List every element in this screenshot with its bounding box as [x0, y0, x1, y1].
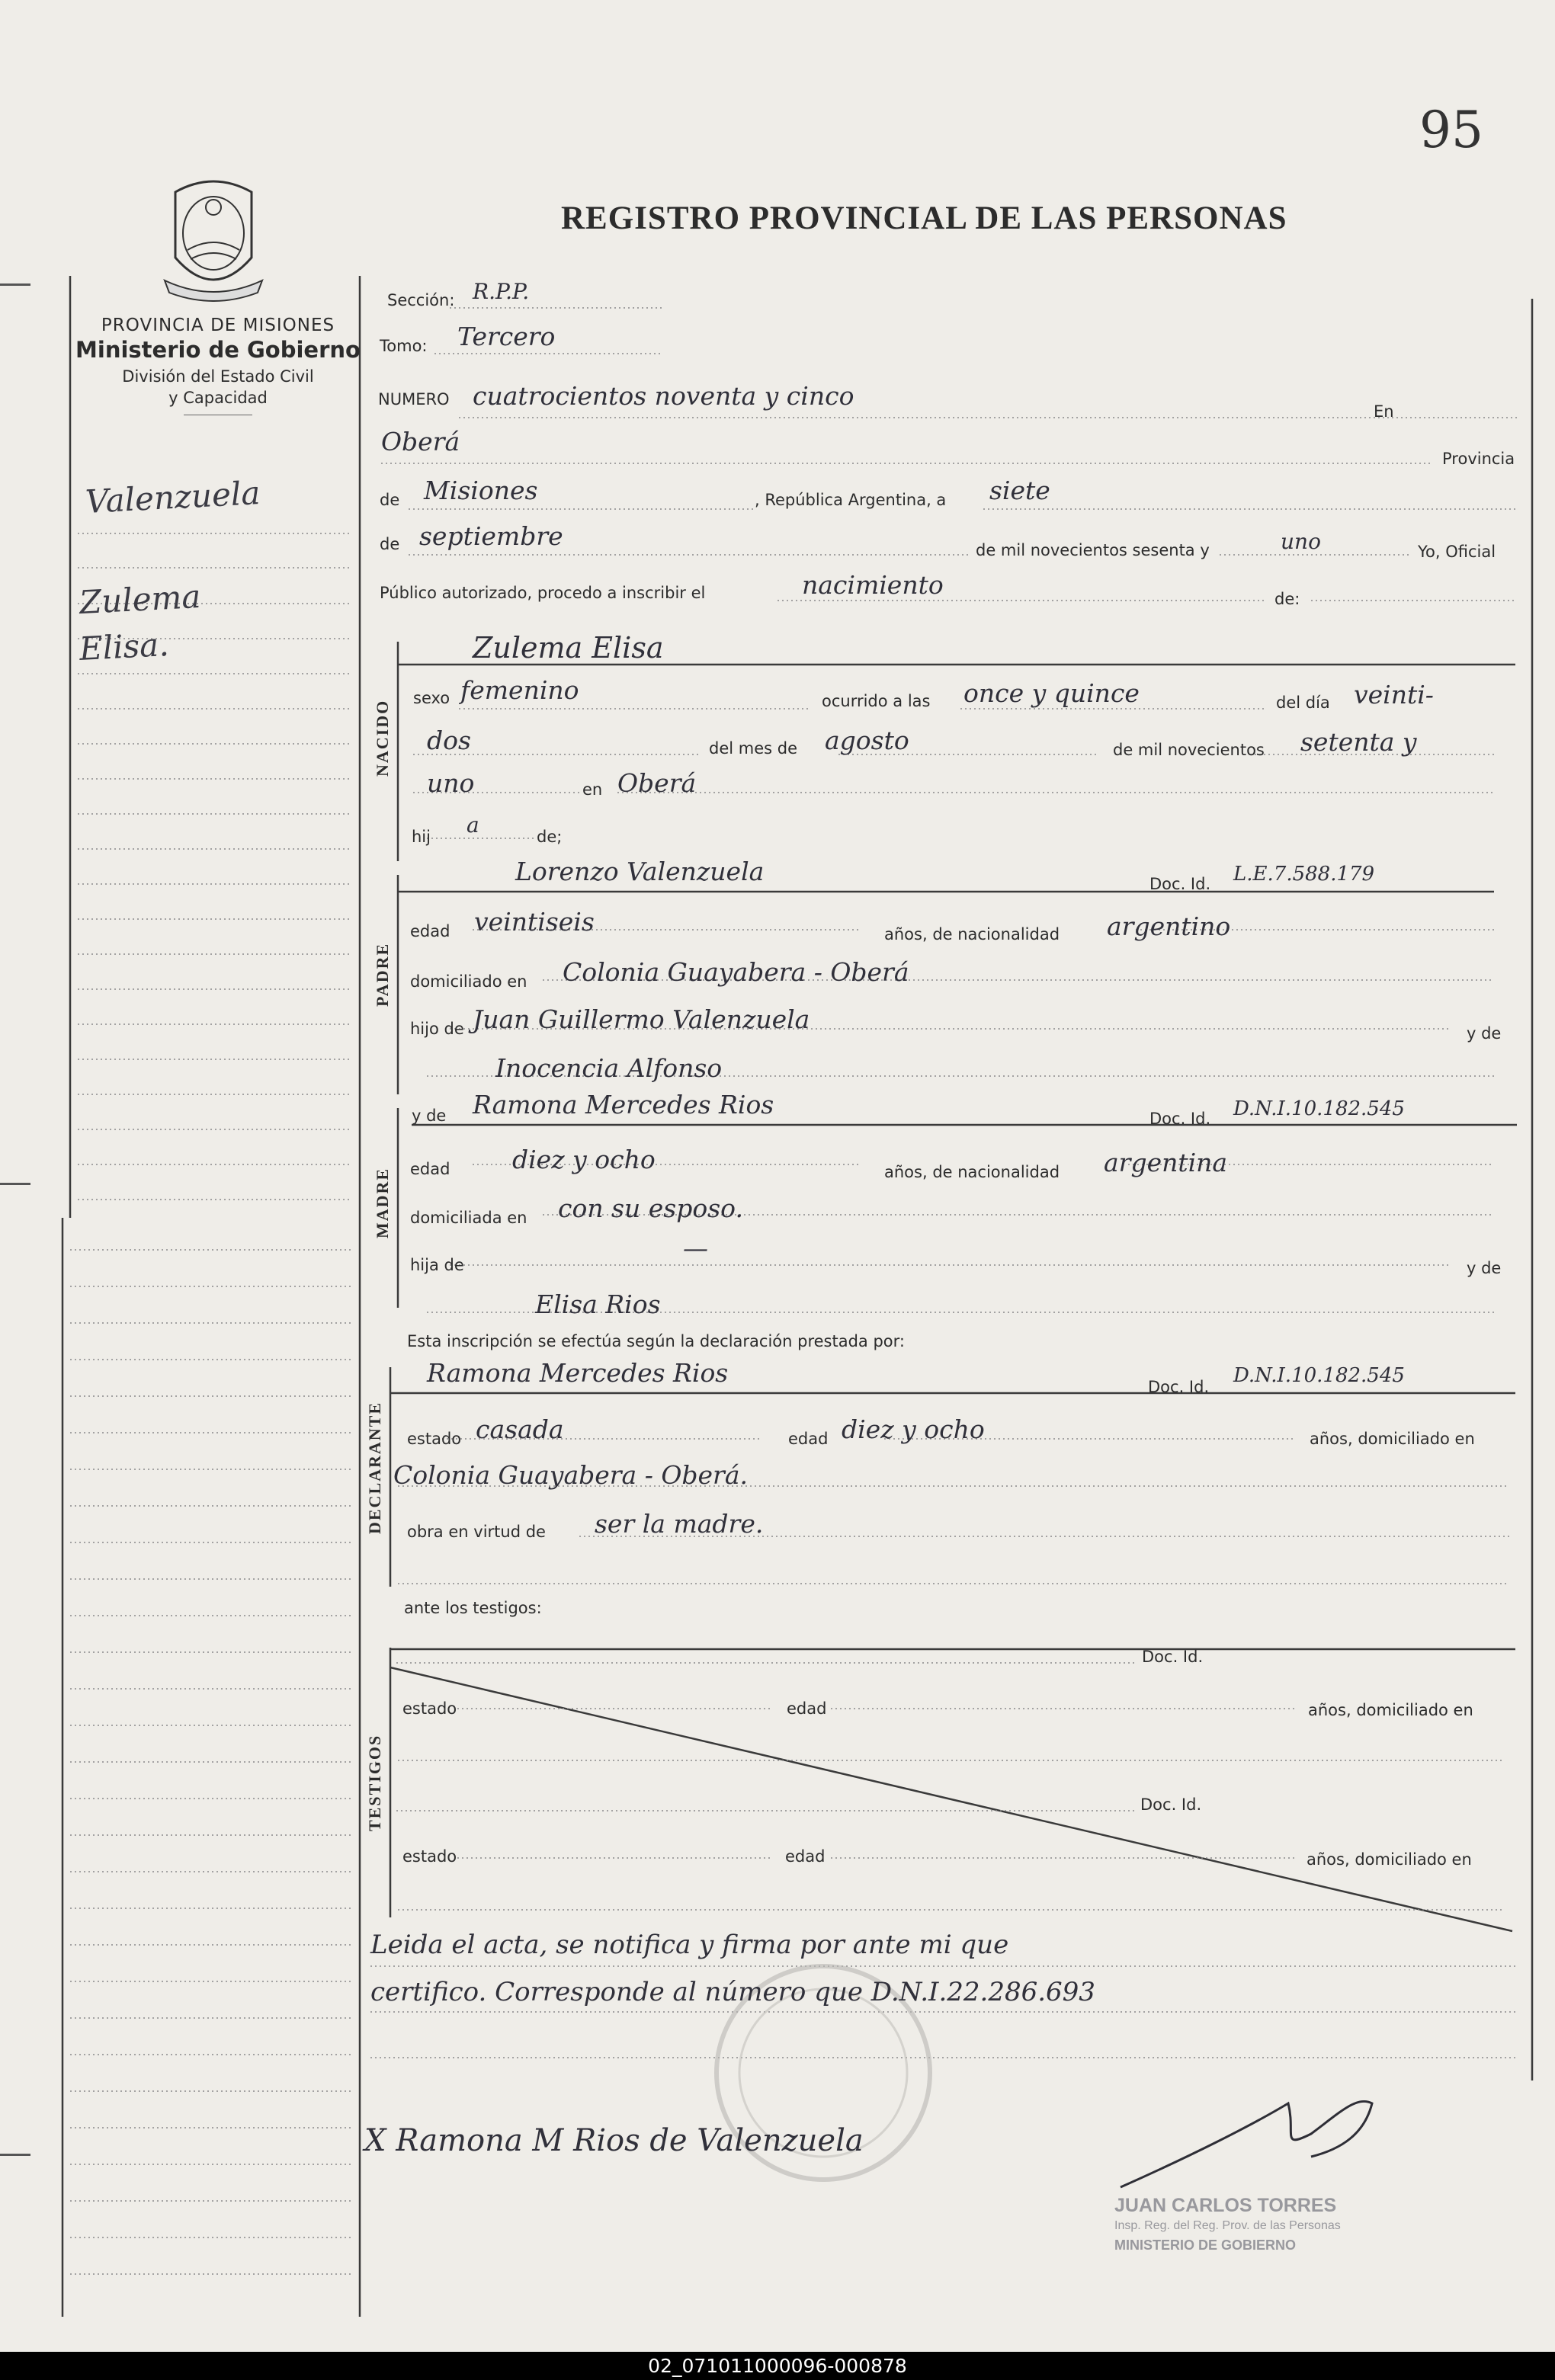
de-colon: de: [1274, 590, 1300, 608]
mil-text: de mil novecientos sesenta y [976, 541, 1210, 559]
del-mes-text: del mes de [709, 739, 798, 758]
declarante-domicilio-value: Colonia Guayabera - Oberá. [393, 1460, 748, 1490]
nacido-name: Zulema Elisa [473, 631, 664, 665]
padre-domicilio-value: Colonia Guayabera - Oberá [563, 957, 909, 987]
closing-line-2: certifico. Corresponde al número que D.N.I.22.286.693 [370, 1977, 1095, 2007]
dia-value: veinti- [1354, 680, 1434, 710]
padre-edad-value: veintiseis [474, 907, 595, 937]
issuer-block [73, 316, 363, 415]
testigo2-edad-label: edad [785, 1847, 826, 1866]
padre-padre-value: Juan Guillermo Valenzuela [473, 1004, 810, 1034]
page-title: REGISTRO PROVINCIAL DE LAS PERSONAS [561, 200, 1287, 236]
sexo-value: femenino [460, 675, 579, 705]
section-label-padre: PADRE [373, 942, 392, 1007]
signer-name: JUAN CARLOS TORRES [1114, 2195, 1337, 2216]
madre-y-de-label: y de [412, 1107, 447, 1125]
de-mil-text: de mil novecientos [1113, 741, 1265, 759]
declarante-anos-text: años, domiciliado en [1310, 1430, 1475, 1448]
testigo1-anos-text: años, domiciliado en [1308, 1701, 1473, 1719]
padre-domicilio-label: domiciliado en [410, 972, 527, 991]
testigo2-estado-label: estado [402, 1847, 457, 1866]
testigo1-estado-label: estado [402, 1699, 457, 1718]
declarante-intro: Esta inscripción se efectúa según la declaración prestada por: [407, 1332, 905, 1350]
madre-anos-text: años, de nacionalidad [884, 1163, 1060, 1181]
declarante-name: Ramona Mercedes Rios [427, 1358, 729, 1388]
section-label-madre: MADRE [373, 1167, 392, 1238]
dia-value-cont: dos [427, 726, 471, 755]
madre-hija-de-label: hija de [410, 1256, 464, 1274]
seccion-label: Sección: [387, 291, 455, 309]
padre-doc-value: L.E.7.588.179 [1233, 863, 1375, 886]
section-label-testigos: TESTIGOS [365, 1734, 384, 1831]
madre-domicilio-value: con su esposo. [558, 1193, 743, 1223]
section-label-nacido: NACIDO [373, 699, 392, 777]
testigo2-anos-text: años, domiciliado en [1307, 1850, 1472, 1869]
testigos-intro: ante los testigos: [404, 1599, 542, 1617]
page-number: 95 [1419, 101, 1483, 159]
en-label: En [1374, 402, 1394, 421]
act-value: nacimiento [802, 570, 944, 600]
madre-y-de-text: y de [1467, 1259, 1502, 1277]
province-value: Misiones [424, 476, 538, 505]
madre-padre-value: — [683, 1233, 708, 1263]
de-label: de [380, 491, 400, 509]
month-value: septiembre [419, 521, 563, 551]
padre-y-de-text: y de [1467, 1024, 1502, 1043]
day-value: siete [989, 476, 1050, 505]
margin-surname: Valenzuela [84, 474, 261, 521]
misiones-seal-icon [160, 174, 267, 302]
padre-hijo-de-label: hijo de [410, 1020, 464, 1038]
year-value: uno [1281, 529, 1321, 554]
declarante-obra-label: obra en virtud de [407, 1523, 546, 1541]
numero-value: cuatrocientos noventa y cinco [473, 381, 854, 411]
madre-edad-value: diez y ocho [512, 1145, 656, 1174]
testigo2-doc-label: Doc. Id. [1140, 1795, 1202, 1814]
ocurrido-text: ocurrido a las [822, 692, 931, 710]
hora-value: once y quince [963, 678, 1140, 708]
anio-value-cont: uno [427, 768, 475, 798]
padre-madre-value: Inocencia Alfonso [495, 1053, 723, 1083]
declarante-estado-value: casada [476, 1414, 564, 1444]
division-line1: División del Estado Civil [122, 367, 314, 386]
tomo-value: Tercero [457, 322, 556, 351]
mes-value: agosto [825, 726, 909, 755]
officer-signature [1121, 2101, 1372, 2187]
testigo1-edad-label: edad [787, 1699, 827, 1718]
hij-label: hij [412, 828, 431, 846]
declarante-edad-label: edad [788, 1430, 829, 1448]
declarante-estado-label: estado [407, 1430, 462, 1448]
declarante-doc-value: D.N.I.10.182.545 [1233, 1364, 1405, 1387]
sexo-label: sexo [413, 689, 450, 707]
place-value: Oberá [381, 427, 460, 456]
section-label-declarante: DECLARANTE [365, 1401, 384, 1534]
madre-nacionalidad-value: argentina [1104, 1148, 1228, 1177]
numero-label: NUMERO [378, 390, 450, 408]
de-label-2: de [380, 535, 400, 553]
margin-given-name-2: Elisa. [78, 625, 170, 668]
del-dia-text: del día [1276, 693, 1330, 712]
provincia-label: Provincia [1442, 450, 1515, 468]
signer-ministry: MINISTERIO DE GOBIERNO [1114, 2237, 1297, 2253]
lugar-value: Oberá [617, 768, 697, 798]
division-line2: y Capacidad [168, 389, 268, 407]
signer-title: Insp. Reg. del Reg. Prov. de las Personas [1114, 2219, 1341, 2232]
padre-edad-label: edad [410, 922, 450, 940]
madre-edad-label: edad [410, 1160, 450, 1178]
madre-doc-value: D.N.I.10.182.545 [1233, 1097, 1405, 1120]
tomo-label: Tomo: [380, 337, 428, 355]
madre-doc-label: Doc. Id. [1149, 1110, 1211, 1128]
padre-anos-text: años, de nacionalidad [884, 925, 1060, 943]
province-name: PROVINCIA DE MISIONES [101, 316, 335, 335]
en-text: en [582, 780, 603, 799]
declarante-obra-value: ser la madre. [595, 1509, 764, 1539]
padre-nacionalidad-value: argentino [1107, 911, 1231, 941]
image-id-footer: 02_071011000096-000878 [0, 2352, 1555, 2380]
publico-text: Público autorizado, procedo a inscribir el [380, 584, 706, 602]
testigo1-doc-label: Doc. Id. [1142, 1648, 1204, 1666]
seccion-value: R.P.P. [473, 279, 530, 304]
ministry-name: Ministerio de Gobierno [75, 337, 361, 363]
madre-domicilio-label: domiciliada en [410, 1209, 527, 1227]
margin-given-name: Zulema [78, 577, 202, 622]
padre-doc-label: Doc. Id. [1149, 875, 1211, 893]
de-text: de; [537, 828, 563, 846]
declarante-edad-value: diez y ocho [842, 1414, 985, 1444]
declarant-signature: X Ramona M Rios de Valenzuela [364, 2123, 864, 2158]
yo-text: Yo, Oficial [1418, 543, 1496, 561]
anio-value: setenta y [1300, 727, 1417, 757]
madre-name: Ramona Mercedes Rios [473, 1090, 774, 1120]
madre-madre-value: Elisa Rios [535, 1289, 661, 1319]
padre-name: Lorenzo Valenzuela [515, 857, 765, 886]
closing-line-1: Leida el acta, se notifica y firma por ante mi que [370, 1930, 1009, 1960]
hij-value: a [466, 812, 479, 838]
republica-text: , República Argentina, a [755, 491, 947, 509]
declarante-doc-label: Doc. Id. [1148, 1378, 1210, 1396]
